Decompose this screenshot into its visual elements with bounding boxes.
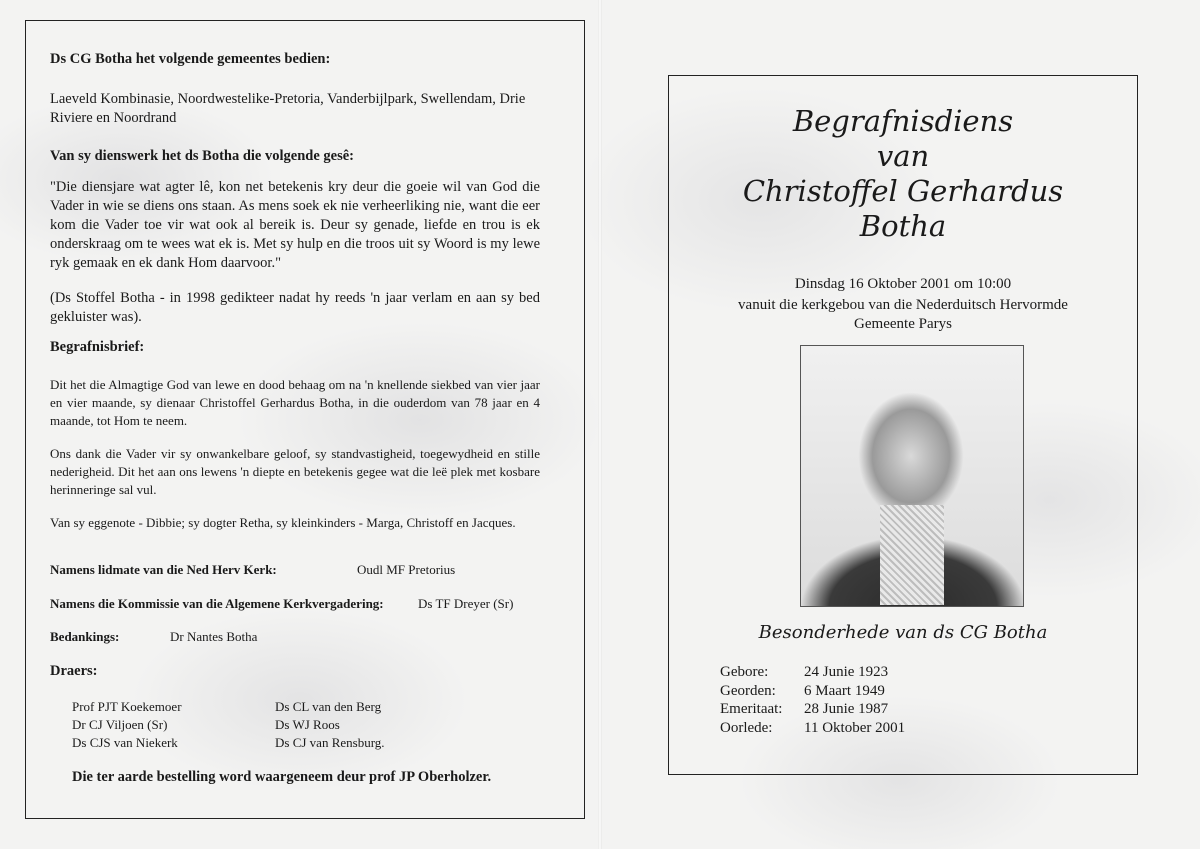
- details-row: [720, 700, 905, 719]
- letter-heading: Begrafnisbrief:: [50, 339, 145, 355]
- portrait-lace-tie: [880, 505, 944, 605]
- service-place-line-1: vanuit die kerkgebou van die Nederduitsch Hervormde: [738, 297, 1068, 313]
- service-heading: Van sy dienswerk het ds Botha die volgende gesê:: [50, 148, 354, 164]
- title-line-1: Begrafnisdiens: [792, 104, 1014, 138]
- congregations-heading: Ds CG Botha het volgende gemeentes bedien:: [50, 51, 331, 67]
- details-label: Emeritaat:: [720, 701, 783, 717]
- letter-paragraph-3: Van sy eggenote - Dibbie; sy dogter Retha, sy kleinkinders - Marga, Christoff en Jacques.: [50, 515, 516, 530]
- details-value: 24 Junie 1923: [804, 664, 889, 680]
- burial-note: Die ter aarde bestelling word waargeneem deur prof JP Oberholzer.: [72, 769, 492, 785]
- details-label: Oorlede:: [720, 719, 773, 736]
- quote-note: (Ds Stoffel Botha - in 1998 gedikteer nadat hy reeds 'n jaar verlam en aan sy bed gekluister was).: [50, 290, 540, 325]
- page-fold: [598, 0, 602, 849]
- members-label: Namens lidmate van die Ned Herv Kerk:: [50, 562, 277, 577]
- details-label: Georden:: [720, 682, 776, 699]
- service-place-line-2: Gemeente Parys: [854, 316, 952, 332]
- details-subtitle: Besonderhede van ds CG Botha: [758, 622, 1048, 643]
- details-row: [720, 663, 905, 682]
- title-line-4: Botha: [859, 209, 947, 243]
- bearer-name: Prof PJT Koekemoer: [72, 699, 182, 714]
- letter-paragraph-2: Ons dank die Vader vir sy onwankelbare geloof, sy standvastigheid, toegewydheid en stille nederigheid. Dit het aan ons lewens 'n diepte en betekenis gegee wat die leë plek met kosbare herinneringe sal vul.: [50, 446, 540, 497]
- service-date: Dinsdag 16 Oktober 2001 om 10:00: [794, 276, 1012, 292]
- details-value: 11 Oktober 2001: [804, 719, 906, 736]
- details-row: [720, 682, 905, 701]
- members-value: Oudl MF Pretorius: [357, 562, 456, 577]
- details-value: 6 Maart 1949: [804, 682, 885, 699]
- congregations-text: Laeveld Kombinasie, Noordwestelike-Pretoria, Vanderbijlpark, Swellendam, Drie Riviere en Noordrand: [50, 91, 526, 126]
- details-row: [720, 719, 905, 738]
- bearer-name: Dr CJ Viljoen (Sr): [72, 717, 168, 732]
- bearer-name: Ds WJ Roos: [275, 717, 340, 732]
- bearer-name: Ds CL van den Berg: [275, 699, 382, 714]
- bearers-heading: Draers:: [50, 663, 98, 679]
- thanks-label: Bedankings:: [50, 629, 120, 644]
- title-line-2: van: [876, 139, 930, 173]
- bearers-column-1: [72, 698, 182, 752]
- quote-text: "Die diensjare wat agter lê, kon net betekenis kry deur die goeie wil van God die Vader in wie se diens ons staan. As mens soek ek nie verheerliking nie, want die eer kom die Vader toe vir wat ook al bereik is. Deur sy genade, liefde en trou is ek onderskraag om te wees wat ek is. Met sy hulp en die troos uit sy Woord is my lewe ryk gemaak en ek dank Hom daarvoor.": [50, 179, 540, 271]
- commission-value: Ds TF Dreyer (Sr): [418, 596, 514, 611]
- bearer-name: Ds CJ van Rensburg.: [275, 735, 385, 750]
- details-value: 28 Junie 1987: [804, 701, 889, 717]
- bearers-column-2: [275, 698, 385, 752]
- details-label: Gebore:: [720, 664, 769, 680]
- details-list: [720, 663, 905, 737]
- bearer-name: Ds CJS van Niekerk: [72, 735, 178, 750]
- commission-label: Namens die Kommissie van die Algemene Kerkvergadering:: [50, 596, 384, 611]
- thanks-value: Dr Nantes Botha: [170, 629, 258, 644]
- letter-paragraph-1: Dit het die Almagtige God van lewe en dood behaag om na 'n knellende siekbed van vier jaar en vier maande, sy dienaar Christoffel Gerhardus Botha, in die ouderdom van 78 jaar en 4 maande, tot Hom te neem.: [50, 377, 540, 428]
- title-line-3: Christoffel Gerhardus: [742, 174, 1064, 208]
